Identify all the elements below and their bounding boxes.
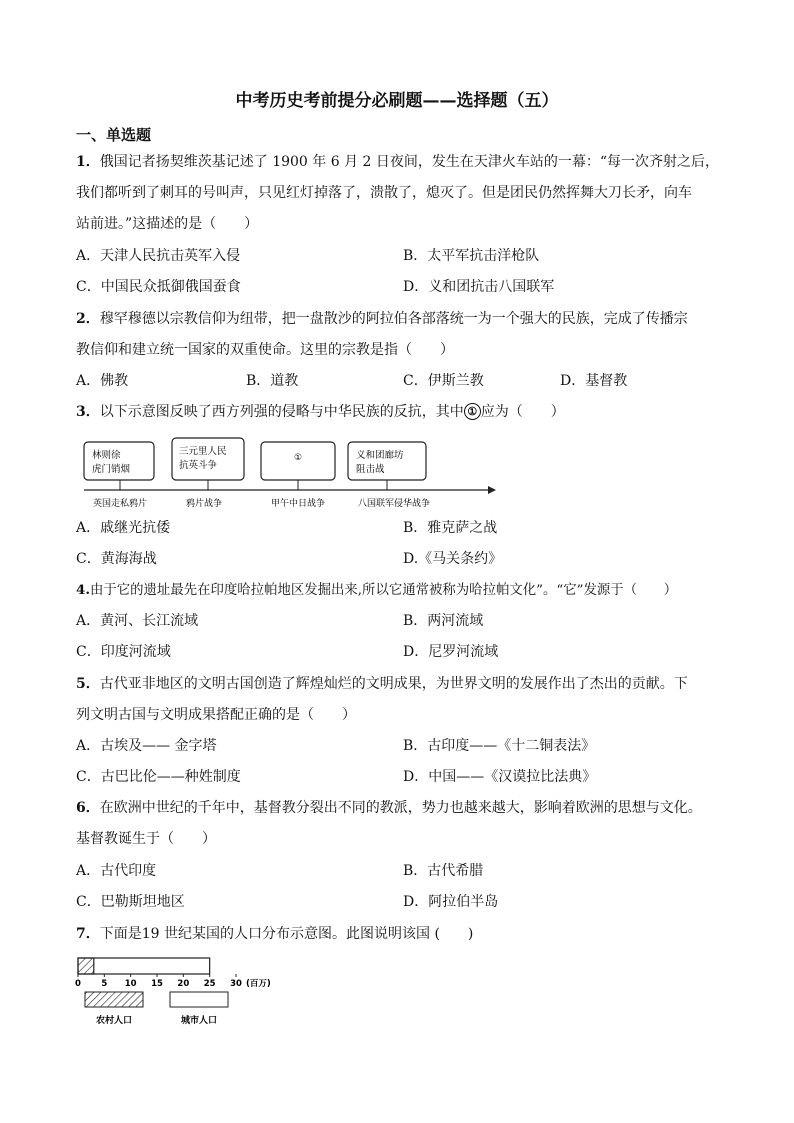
question-3-number: 3． [76,404,100,420]
question-6-line-2: 基督教诞生于（ ） [76,831,216,847]
q3-option-c[interactable]: C．黄海海战 [76,551,157,567]
legend-rural-label: 农村人口 [95,1016,133,1026]
timeline-label-2: 鸦片战争 [185,499,223,509]
question-7-number: 7． [76,926,100,942]
q1-option-c[interactable]: C．中国民众抵御俄国蚕食 [76,279,241,295]
legend-rural-swatch [85,992,143,1007]
question-1-line-3: 站前进。”这描述的是（ ） [76,216,259,232]
timeline-label-4: 八国联军侵华战争 [357,499,431,509]
q5-option-d[interactable]: D．中国——《汉谟拉比法典》 [403,769,597,785]
bar-urban-population [78,958,210,974]
q4-option-d[interactable]: D．尼罗河流域 [403,644,499,660]
timeline-box-2-line-2: 抗英斗争 [179,460,218,471]
page-title: 中考历史考前提分必刷题——选择题（五） [235,91,559,111]
timeline-arrow-icon [488,486,496,494]
question-7-text: 下面是19 世纪某国的人口分布示意图。此图说明该国 ( ) [99,926,474,942]
bar-rural-population [78,958,94,974]
tick-label: 25 [203,979,216,989]
timeline-label-1: 英国走私鸦片 [92,499,148,509]
legend-urban-swatch [170,992,228,1007]
question-2-text: 穆罕穆德以宗教信仰为纽带，把一盘散沙的阿拉伯各部落统一为一个强大的民族，完成了传播宗 [99,311,688,327]
tick-label: 15 [151,979,163,989]
question-6-number: 6． [76,800,100,816]
timeline-label-3: 甲午中日战争 [270,499,326,509]
question-1-number: 1． [76,154,100,170]
question-2-number: 2． [76,311,100,327]
question-3-text: 以下示意图反映了西方列强的侵略与中华民族的反抗，其中 [99,404,464,420]
q3-option-d[interactable]: D.《马关条约》 [403,551,503,567]
tick-label: 0 [75,979,81,989]
question-6-line-1 [76,798,702,818]
question-1-line-2: 我们都听到了刺耳的号叫声，只见红灯掉落了，溃散了，熄灭了。但是团民仍然挥舞大刀长矛，向车 [76,185,692,201]
q6-option-a[interactable]: A．古代印度 [76,863,157,879]
question-2-line-1 [76,309,688,329]
population-chart [70,952,300,1032]
q3-option-b[interactable]: B．雅克萨之战 [403,520,498,536]
legend-urban-label: 城市人口 [180,1016,218,1026]
q1-option-a[interactable]: A．天津人民抗击英军入侵 [76,248,241,264]
timeline-box-1-line-1: 林则徐 [92,450,121,461]
q1-option-b[interactable]: B．太平军抗击洋枪队 [403,248,540,264]
question-4-line-1 [76,580,677,601]
q3-option-a[interactable]: A．戚继光抗倭 [76,520,171,536]
q4-option-c[interactable]: C．印度河流域 [76,644,171,660]
q2-option-c[interactable]: C．伊斯兰教 [403,373,484,389]
question-5-line-2: 列文明古国与文明成果搭配正确的是（ ） [76,707,356,723]
section-heading: 一、单选题 [76,126,152,144]
question-6-text: 在欧洲中世纪的千年中，基督教分裂出不同的教派，势力也越来越大，影响着欧洲的思想与文化。 [99,800,702,816]
timeline-diagram [80,436,500,518]
q2-option-a[interactable]: A．佛教 [76,373,129,389]
q6-option-b[interactable]: B．古代希腊 [403,863,484,879]
tick-label: 5 [101,979,108,989]
timeline-box-4-line-1: 义和团廊坊 [356,450,404,461]
tick-label: 30 [230,979,242,989]
q2-option-d[interactable]: D．基督教 [560,373,628,389]
q4-option-a[interactable]: A．黄河、长江流域 [76,613,199,629]
q1-option-d[interactable]: D．义和团抗击八国联军 [403,279,555,295]
q2-option-b[interactable]: B．道教 [246,373,299,389]
q5-option-b[interactable]: B．古印度——《十二铜表法》 [403,738,596,754]
question-5-number: 5． [76,676,100,692]
question-1-text: 俄国记者扬契维茨基记述了 1900 年 6 月 2 日夜间，发生在天津火车站的一幕：“每一次齐射之后， [99,154,720,170]
q5-option-a[interactable]: A．古埃及—— 金字塔 [76,738,217,754]
q6-option-c[interactable]: C．巴勒斯坦地区 [76,894,185,910]
timeline-box-1-line-2: 虎门销烟 [92,464,131,475]
chart-unit-label: (百万) [246,979,271,989]
q5-option-c[interactable]: C．古巴比伦——种姓制度 [76,769,241,785]
tick-label: 20 [177,979,190,989]
timeline-box-4-line-2: 阻击战 [356,464,385,475]
question-3-line-1 [76,402,565,422]
question-1-line-1 [76,152,719,172]
question-4-number: 4. [76,582,90,598]
q4-option-b[interactable]: B．两河流域 [403,613,484,629]
question-7-line-1 [76,924,473,944]
timeline-box-3-marker: ① [293,453,303,463]
timeline-box-2 [172,438,244,480]
question-5-line-1 [76,674,688,694]
question-5-text: 古代亚非地区的文明古国创造了辉煌灿烂的文明成果，为世界文明的发展作出了杰出的贡献。下 [99,676,688,692]
question-3-text-end: 应为（ ） [480,404,565,420]
circled-one-marker: ① [464,403,481,420]
question-4-text: 由于它的遗址最先在印度哈拉帕地区发掘出来,所以它通常被称为哈拉帕文化”。“它”发源于（ ） [89,583,678,598]
question-2-line-2: 教信仰和建立统一国家的双重使命。这里的宗教是指（ ） [76,342,454,358]
timeline-box-2-line-1: 三元里人民 [179,446,227,457]
tick-label: 10 [124,979,137,989]
q6-option-d[interactable]: D．阿拉伯半岛 [403,894,499,910]
